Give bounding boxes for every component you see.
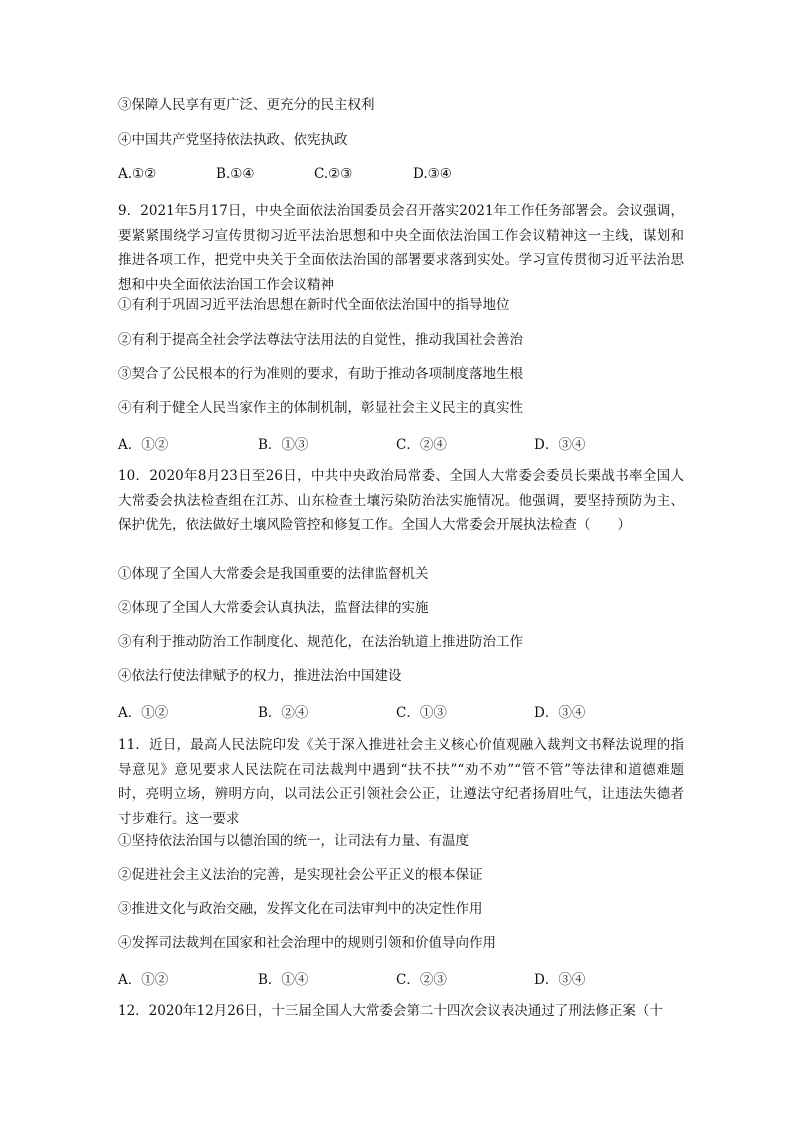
q10-item-3: ③有利于推动防治工作制度化、规范化，在法治轨道上推进防治工作 (118, 634, 523, 650)
q9-options (118, 433, 688, 451)
q9-item-3: ③契合了公民根本的行为准则的要求，有助于推动各项制度落地生根 (118, 366, 523, 382)
q10-item-1: ①体现了全国人大常委会是我国重要的法律监督机关 (118, 566, 429, 582)
q8-item-4: ④中国共产党坚持依法执政、依宪执政 (118, 132, 348, 148)
q9-item-1: ①有利于巩固习近平法治思想在新时代全面依法治国中的指导地位 (118, 297, 510, 313)
q8-item-3: ③保障人民享有更广泛、更充分的民主权利 (118, 97, 375, 113)
q12-stem: 12．2020年12月26日，十三届全国人大常委会第二十四次会议表决通过了刑法修正案（十 (118, 1003, 663, 1019)
q10-option-a: A．①② (118, 705, 169, 721)
q10-stem: 10．2020年8月23日至26日，中共中央政治局常委、全国人大常委会委员长栗战书率全国人大常委会执法检查组在江苏、山东检查土壤污染防治法实施情况。他强调，要坚持预防为主、保护优先，依法做好土壤风险管控和修复工作。全国人大常委会开展执法检查（ ） (118, 468, 684, 533)
q9-option-a: A．①② (118, 437, 169, 453)
q10-option-d: D．③④ (534, 705, 586, 721)
q8-option-b: B.①④ (216, 166, 255, 182)
q11-item-4: ④发挥司法裁判在国家和社会治理中的规则引领和价值导向作用 (118, 935, 496, 951)
q10-item-4: ④依法行使法律赋予的权力，推进法治中国建设 (118, 668, 402, 684)
q11-option-b: B．①④ (258, 972, 309, 988)
q9-option-c: C．②④ (396, 437, 447, 453)
q10-option-b: B．②④ (258, 705, 309, 721)
q11-option-c: C．②③ (396, 972, 447, 988)
q11-option-d: D．③④ (534, 972, 586, 988)
q11-item-3: ③推进文化与政治交融，发挥文化在司法审判中的决定性作用 (118, 901, 483, 917)
q11-stem: 11．近日，最高人民法院印发《关于深入推进社会主义核心价值观融入裁判文书释法说理的指导意见》意见要求人民法院在司法裁判中遇到“扶不扶”“劝不劝”“管不管”等法律和道德难题时，亮明立场，辨明方向，以司法公正引领社会公正，让遵法守纪者扬眉吐气，让违法失德者寸步难行。这一要求 (118, 737, 684, 827)
q11-item-2: ②促进社会主义法治的完善，是实现社会公平正义的根本保证 (118, 867, 483, 883)
q11-item-1: ①坚持依法治国与以德治国的统一，让司法有力量、有温度 (118, 833, 469, 849)
q10-options (118, 701, 688, 719)
q10-item-2: ②体现了全国人大常委会认真执法，监督法律的实施 (118, 600, 429, 616)
q9-option-d: D．③④ (534, 437, 586, 453)
q8-option-c: C.②③ (314, 166, 353, 182)
q8-options (118, 166, 688, 184)
q8-option-d: D.③④ (413, 166, 452, 182)
q10-option-c: C．①③ (396, 705, 447, 721)
q9-item-4: ④有利于健全人民当家作主的体制机制，彰显社会主义民主的真实性 (118, 400, 523, 416)
q11-option-a: A．①② (118, 972, 169, 988)
q9-stem: 9．2021年5月17日，中央全面依法治国委员会召开落实2021年工作任务部署会。会议强调，要紧紧围绕学习宣传贯彻习近平法治思想和中央全面依法治国工作会议精神这一主线，谋划和推进各项工作，把党中央关于全面依法治国的部署要求落到实处。学习宣传贯彻习近平法治思想和中央全面依法治国工作会议精神 (118, 203, 684, 293)
q9-item-2: ②有利于提高全社会学法尊法守法用法的自觉性，推动我国社会善治 (118, 332, 523, 348)
q9-option-b: B．①③ (258, 437, 309, 453)
q8-option-a: A.①② (118, 166, 157, 182)
q11-options (118, 968, 688, 986)
